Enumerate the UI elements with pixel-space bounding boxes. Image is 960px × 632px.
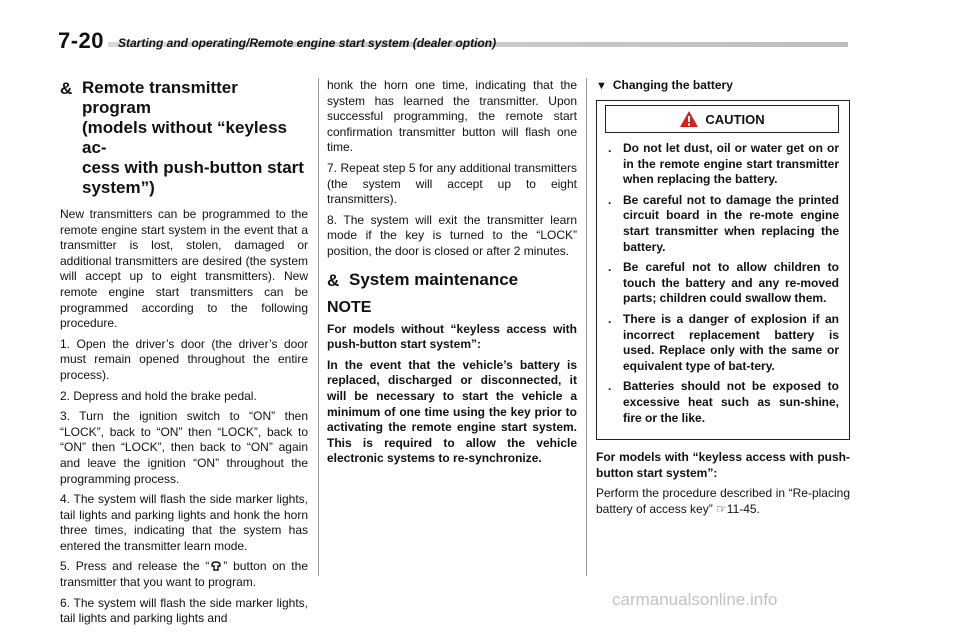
section-heading-remote-transmitter	[60, 78, 308, 198]
step-5-text: ” button on the transmitter that you want to program.	[60, 559, 308, 590]
heading-line: Remote transmitter program	[82, 78, 238, 117]
step-7: 7. Repeat step 5 for any additional transmitters (the system will accept up to eight transmitters).	[327, 160, 577, 207]
caution-item	[605, 379, 839, 426]
caution-item-text: Be careful not to damage the printed circuit board in the re-mote engine start transmitter when replacing the battery.	[623, 192, 839, 254]
bullet-icon: .	[608, 141, 612, 155]
column-1	[60, 78, 308, 632]
continued-paragraph: honk the horn one time, indicating that the system has learned the transmitter. Upon successful programming, the remote start confirmation transmitter button will flash one time.	[327, 78, 577, 155]
page-header	[0, 28, 960, 54]
running-title: Starting and operating/Remote engine start system (dealer option)	[118, 36, 497, 50]
step-6: 6. The system will flash the side marker lights, tail lights and parking lights and	[60, 595, 308, 626]
page-number: 7-20	[58, 28, 105, 53]
caution-label: CAUTION	[705, 111, 765, 127]
column-2	[327, 78, 577, 472]
caution-item	[605, 312, 839, 374]
caution-item-text: Batteries should not be exposed to excessive heat such as sun-shine, fire or the like.	[623, 379, 839, 425]
bullet-icon: .	[608, 192, 612, 207]
caution-item	[605, 260, 839, 307]
keyless-heading: For models with “keyless access with push-button start system”:	[596, 450, 850, 480]
step-5	[60, 559, 308, 590]
step-1: 1. Open the driver’s door (the driver’s door must remain opened throughout the entire process).	[60, 336, 308, 382]
column-3	[596, 78, 850, 522]
watermark-logo: carmanualsonline.info	[612, 590, 778, 609]
ampersand-section-icon: &	[60, 79, 73, 98]
subsection-heading-changing-battery	[596, 78, 850, 92]
heading-line: (models without “keyless ac-	[82, 118, 287, 157]
caution-header	[605, 105, 839, 133]
caution-item-text: Do not let dust, oil or water get on or in the remote engine start transmitter when replacing the battery.	[623, 141, 839, 187]
heading-text: System maintenance	[349, 269, 519, 289]
caution-box	[596, 100, 850, 440]
bullet-icon: .	[608, 379, 612, 394]
step-8: 8. The system will exit the transmitter learn mode if the key is turned to the “LOCK” position, the door is closed or after 2 minutes.	[327, 212, 577, 258]
bullet-icon: .	[608, 311, 612, 326]
caution-item-text: There is a danger of explosion if an incorrect replacement battery is used. Replace only with the same or equivalent type of bat-tery.	[623, 311, 839, 373]
caution-item-text: Be careful not to allow children to touch the battery and any re-moved parts; children could swallow them.	[623, 260, 839, 306]
note-heading: NOTE	[327, 298, 372, 316]
bullet-icon: .	[608, 260, 612, 275]
note-subheading: For models without “keyless access with push-button start system”:	[327, 321, 577, 352]
step-2: 2. Depress and hold the brake pedal.	[60, 388, 257, 403]
heading-line: cess with push-button start	[82, 158, 304, 177]
remote-button-icon	[210, 560, 222, 572]
column-divider	[586, 78, 587, 576]
triangle-down-icon: ▼	[596, 80, 607, 92]
step-3: 3. Turn the ignition switch to “ON” then “LOCK”, back to “ON” then “LOCK”, back to “ON” then “LOCK”, then back to “ON” again and leave the ignition “ON” throughout the programming process.	[60, 409, 308, 486]
warning-triangle-icon	[679, 110, 699, 128]
step-5-text: 5. Press and release the “	[60, 559, 210, 574]
intro-paragraph: New transmitters can be programmed to the remote engine start system in the event that a transmitter is lost, stolen, damaged or additional transmitters are desired (the system will accept up to eight transmitters). New remote engine start transmitters can be programmed according to the following procedure.	[60, 207, 308, 331]
column-divider	[318, 78, 319, 576]
keyless-body: Perform the procedure described in “Re-placing battery of access key” ☞11-45.	[596, 486, 850, 516]
caution-item	[605, 141, 839, 188]
step-4: 4. The system will flash the side marker lights, tail lights and parking lights and honk the horn three times, indicating that the system has entered the transmitter learn mode.	[60, 492, 308, 553]
section-heading-system-maintenance	[327, 270, 577, 290]
ampersand-section-icon: &	[327, 270, 340, 290]
heading-line: system”)	[82, 178, 155, 197]
caution-item	[605, 193, 839, 255]
note-body: In the event that the vehicle’s battery is replaced, discharged or disconnected, it will be necessary to start the vehicle a minimum of one time using the key prior to activating the remote engine start system. This is required to allow the vehicle electronic systems to re-synchronize.	[327, 357, 577, 466]
subsection-heading-text: Changing the battery	[612, 78, 733, 92]
